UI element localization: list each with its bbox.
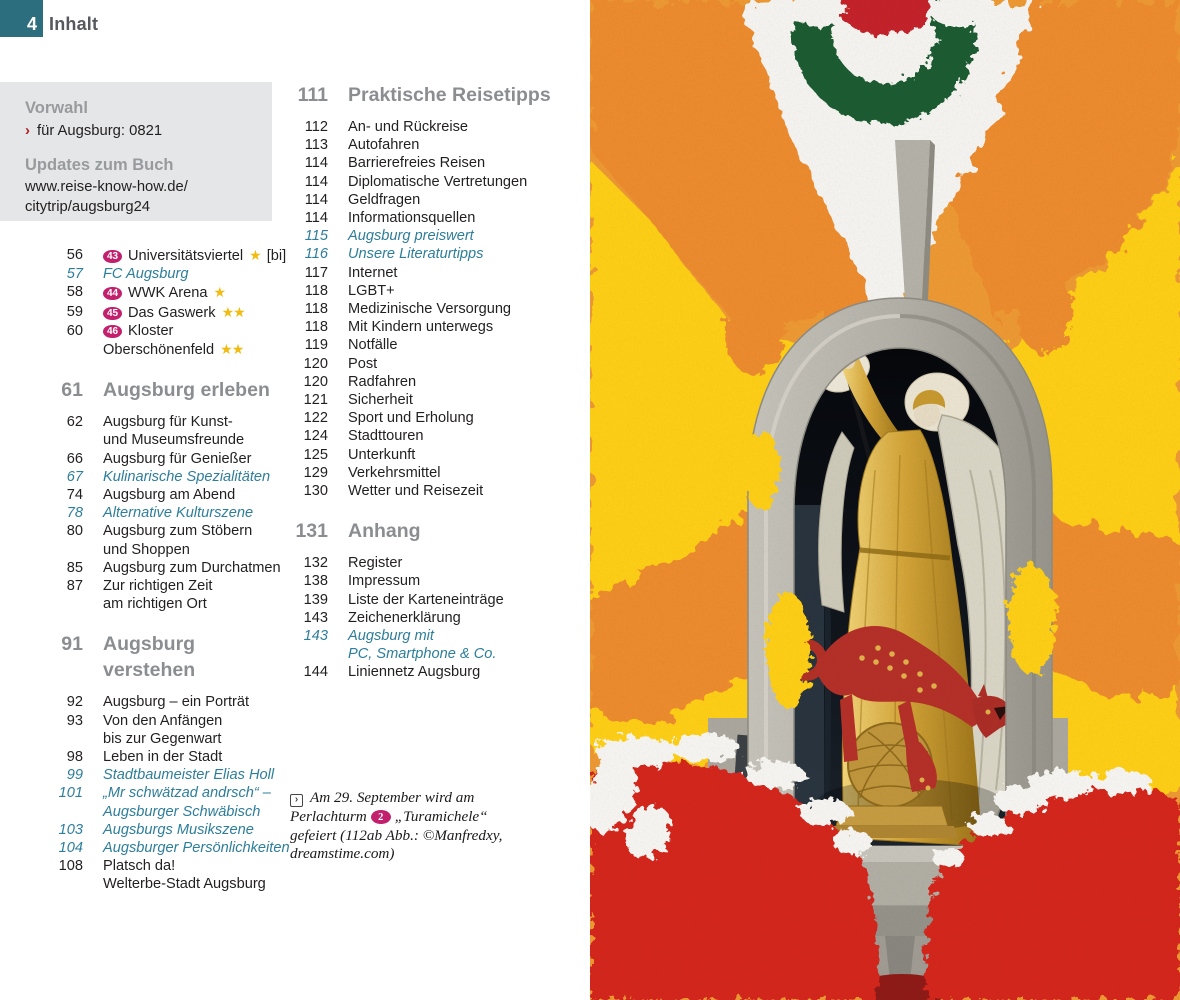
toc-entry (245, 464, 555, 482)
toc-entry-number: 121 (303, 392, 328, 409)
toc-entry-line (348, 282, 395, 300)
toc-entry-text (328, 609, 461, 627)
caption-arrow-icon: › (290, 794, 303, 807)
toc-entry-text (328, 355, 377, 373)
toc-entry-label: Informationsquellen (348, 210, 476, 227)
toc-entry-label: Zeichenerklärung (348, 609, 461, 626)
toc-entry-text (328, 318, 493, 336)
toc-entry-number: 143 (303, 609, 328, 626)
toc-entry-text (328, 264, 398, 282)
toc-entry-label: Unterkunft (348, 446, 416, 463)
toc-entry-label: Unsere Literaturtipps (348, 246, 484, 263)
toc-entry-line (348, 136, 419, 154)
toc-entry (245, 209, 555, 227)
toc-entry-text (83, 450, 251, 468)
toc-entry-line (103, 693, 249, 711)
toc-entry-label: Oberschönenfeld (103, 342, 215, 359)
toc-entry-text (83, 265, 188, 283)
toc-entry (245, 136, 555, 154)
toc-entry-text (328, 245, 483, 263)
toc-entry-number: 130 (303, 483, 328, 500)
toc-entry-label: Radfahren (348, 373, 417, 390)
toc-entry-line (348, 173, 527, 191)
toc-entry (0, 577, 285, 613)
updates-label: Updates zum Buch (25, 156, 174, 174)
toc-entry (245, 227, 555, 245)
caption-line-1: › Am 29. September wird am (290, 789, 540, 808)
toc-entry-label: und Museumsfreunde (103, 432, 245, 449)
page-number-tab (0, 0, 43, 37)
toc-entry-label: Verkehrsmittel (348, 464, 441, 481)
toc-entry-label: Universitätsviertel (128, 248, 244, 264)
toc-entry-text (83, 784, 271, 820)
poi-badge: 46 (103, 325, 122, 338)
toc-entry (245, 591, 555, 609)
toc-entry-line (348, 264, 398, 282)
toc-entry-number: 120 (303, 355, 328, 372)
toc-entry-text (328, 591, 504, 609)
toc-entry-number: 143 (303, 628, 328, 645)
toc-entry (0, 693, 285, 711)
toc-entry (0, 303, 285, 322)
toc-entry-label: Medizinische Versorgung (348, 301, 512, 318)
toc-entry (245, 173, 555, 191)
toc-entry-number: 74 (66, 487, 83, 504)
toc-entry-text (83, 303, 245, 322)
poi-badge: 45 (103, 307, 122, 320)
toc-entry-label: Das Gaswerk (128, 304, 216, 321)
toc-entry-label: Augsburg mit (348, 628, 434, 645)
toc-entry (245, 355, 555, 373)
updates-url-line2: citytrip/augsburg24 (25, 198, 151, 215)
toc-entry-text (328, 300, 511, 318)
toc-entry-text (83, 693, 249, 711)
toc-entry-number: 101 (58, 785, 83, 802)
toc-entry-text (328, 191, 420, 209)
toc-entry (0, 766, 285, 784)
toc-entry-label: Autofahren (348, 137, 420, 154)
toc-entry-label: „Mr schwätzad andrsch“ – (103, 785, 271, 802)
toc-entry-label: Sport und Erholung (348, 410, 474, 427)
toc-entry-number: 78 (66, 505, 83, 522)
toc-entry-number: 87 (66, 578, 83, 595)
turamichele-illustration (590, 0, 1180, 1000)
toc-entry-text (328, 227, 474, 245)
toc-entry-number: 66 (66, 450, 83, 467)
section-number: 111 (297, 84, 328, 106)
toc-entry-label: Wetter und Reisezeit (348, 483, 484, 500)
toc-entry (0, 265, 285, 283)
toc-entry-label: Alternative Kulturszene (103, 505, 254, 522)
toc-entry-line (348, 154, 485, 172)
toc-entry-text (328, 464, 440, 482)
toc-entry-number: 115 (304, 228, 328, 245)
toc-entry (245, 446, 555, 464)
toc-entry-line (348, 591, 504, 609)
toc-entry-label: FC Augsburg (103, 266, 189, 283)
toc-entry-line (348, 336, 397, 354)
toc-entry-text (328, 627, 496, 663)
updates-url-line1: www.reise-know-how.de/ (25, 179, 188, 195)
toc-entry (245, 282, 555, 300)
toc-entry-text (328, 446, 415, 464)
toc-entry-label: Augsburg für Genießer (103, 450, 252, 467)
toc-entry (245, 191, 555, 209)
toc-entry-label: Augsburg – ein Porträt (103, 694, 250, 711)
photo-caption (290, 789, 540, 864)
toc-entry-text (328, 482, 483, 500)
toc-entry-label: Liniennetz Augsburg (348, 664, 481, 681)
toc-entry (0, 857, 285, 893)
section-number: 61 (61, 379, 83, 402)
toc-entry-line (348, 191, 420, 209)
toc-entry-line (103, 450, 251, 468)
toc-entry-number: 114 (304, 210, 328, 227)
toc-entry-line (103, 577, 213, 595)
toc-entry-number: 132 (303, 555, 328, 572)
toc-entry-line (348, 118, 468, 136)
section-number: 131 (295, 520, 328, 543)
toc-entry-number: 124 (303, 428, 328, 445)
toc-entry (245, 245, 555, 263)
toc-entry-line (348, 464, 440, 482)
section-heading (245, 82, 555, 108)
toc-entry (245, 609, 555, 627)
toc-entry (0, 450, 285, 468)
toc-entry (0, 322, 285, 359)
caption-line-3: gefeiert (112ab Abb.: ©Manfredxy, (290, 826, 503, 844)
toc-entry (0, 821, 285, 839)
toc-entry-text (328, 209, 475, 227)
poi-badge: 44 (103, 287, 122, 300)
toc-entry-line (103, 522, 252, 540)
toc-entry-line (348, 209, 475, 227)
toc-entry-number: 103 (58, 821, 83, 838)
toc-entry-label: und Shoppen (103, 541, 190, 558)
toc-entry-text (328, 572, 420, 590)
toc-entry-label: Zur richtigen Zeit (103, 578, 213, 595)
toc-entry (245, 336, 555, 354)
toc-entry-line (348, 554, 402, 572)
toc-entry (245, 554, 555, 572)
toc-entry-number: 67 (66, 468, 83, 485)
toc-entry-number: 139 (303, 591, 328, 608)
toc-entry-number: 114 (304, 173, 328, 190)
toc-entry-number: 99 (66, 767, 83, 784)
toc-entry-number: 113 (304, 137, 328, 154)
caption-line-4: dreamstime.com) (290, 845, 395, 863)
toc-entry-text (83, 857, 266, 893)
toc-entry-line (103, 504, 253, 522)
toc-entry-label: PC, Smartphone & Co. (348, 646, 497, 663)
toc-entry-line (103, 265, 188, 283)
toc-entry-number: 108 (58, 858, 83, 875)
toc-entry-text (83, 413, 244, 449)
toc-entry-line (348, 245, 483, 263)
toc-entry-number: 125 (303, 446, 328, 463)
toc-entry-text (83, 486, 235, 504)
toc-entry-number: 114 (304, 155, 328, 172)
toc-entry (0, 246, 285, 265)
toc-entry-text (328, 391, 413, 409)
toc-entry-label: Internet (348, 264, 398, 281)
toc-entry-number: 119 (304, 337, 328, 354)
section-number: 91 (61, 633, 83, 656)
toc-entry (0, 283, 285, 302)
toc-entry-label: Augsburg preiswert (348, 228, 474, 245)
toc-entry-line (103, 712, 222, 730)
toc-entry-label: am richtigen Ort (103, 596, 207, 613)
toc-entry-label: Notfälle (348, 337, 398, 354)
toc-entry-line (103, 322, 243, 340)
toc-entry (245, 373, 555, 391)
toc-entry-line (103, 821, 254, 839)
toc-entry-text (83, 821, 254, 839)
toc-entry-label: Augsburger Schwäbisch (103, 803, 261, 820)
toc-column-2 (245, 82, 555, 682)
toc-entry (245, 318, 555, 336)
toc-entry-line (103, 766, 274, 784)
toc-entry-number: 122 (303, 410, 328, 427)
toc-entry-number: 118 (304, 282, 328, 299)
toc-entry-line (103, 413, 244, 431)
toc-entry-label: Kulinarische Spezialitäten (103, 468, 271, 485)
toc-entry-text (328, 373, 416, 391)
toc-entry-line (348, 318, 493, 336)
toc-entry-label: Augsburger Persönlichkeiten (103, 840, 290, 857)
section-title: Anhang (348, 520, 421, 543)
toc-entry-label: Leben in der Stadt (103, 749, 223, 766)
toc-entry-number: 114 (304, 191, 328, 208)
star-rating: ★★ (221, 303, 245, 320)
toc-entry-text (328, 282, 395, 300)
toc-entry-line (103, 875, 266, 893)
toc-entry-number: 138 (303, 573, 328, 590)
toc-entry-number: 60 (66, 322, 83, 339)
toc-entry-text (83, 577, 213, 613)
toc-entry-number: 93 (66, 712, 83, 729)
toc-entry-label: Liste der Karteneinträge (348, 591, 504, 608)
toc-entry-label: LGBT+ (348, 282, 395, 299)
toc-entry-label: Stadttouren (348, 428, 424, 445)
caption-line-2: Perlachturm 2 „Turamichele“ (290, 807, 488, 825)
toc-entry-number: 58 (66, 284, 83, 301)
toc-entry-number: 62 (66, 414, 83, 431)
toc-entry-number: 112 (304, 119, 328, 135)
star-rating: ★ (249, 247, 261, 263)
vorwahl-value: › für Augsburg: 0821 (25, 122, 163, 139)
vorwahl-label: Vorwahl (25, 99, 88, 117)
toc-entry-label: Barrierefreies Reisen (348, 155, 486, 172)
info-box (0, 82, 272, 221)
toc-entry-label: Diplomatische Vertretungen (348, 173, 528, 190)
toc-entry-text (328, 336, 397, 354)
toc-entry-line (348, 482, 483, 500)
toc-entry-line (103, 784, 271, 802)
toc-entry (0, 559, 285, 577)
toc-entry-label: Impressum (348, 573, 421, 590)
toc-entry-label: Sicherheit (348, 392, 413, 409)
toc-entry-line (103, 857, 266, 875)
toc-entry-label: Kloster (128, 322, 174, 339)
toc-entry (0, 504, 285, 522)
toc-entry-line (348, 409, 474, 427)
toc-entry (0, 712, 285, 748)
toc-entry (0, 413, 285, 449)
toc-entry-number: 56 (66, 247, 83, 263)
toc-entry-line (103, 303, 245, 322)
toc-entry-text (83, 504, 253, 522)
toc-entry-label: Augsburg zum Stöbern (103, 523, 253, 540)
toc-entry (245, 391, 555, 409)
star-rating: ★ (213, 284, 226, 301)
toc-entry-label: bis zur Gegenwart (103, 730, 222, 747)
toc-entry-text (328, 154, 485, 172)
page-number: 4 (26, 14, 37, 34)
toc-entry-line (103, 595, 213, 613)
toc-entry-number: 129 (303, 464, 328, 481)
toc-entry-line (348, 373, 416, 391)
star-rating: ★★ (220, 341, 244, 358)
toc-entry-line (103, 541, 252, 559)
toc-entry-number: 80 (66, 523, 83, 540)
toc-entry-label: Von den Anfängen (103, 712, 223, 729)
toc-entry-number: 118 (304, 319, 328, 336)
toc-entry-text (328, 136, 419, 154)
toc-entry-number: 116 (304, 246, 328, 263)
toc-entry-text (83, 468, 270, 486)
toc-entry-label: Stadtbaumeister Elias Holl (103, 767, 275, 784)
toc-entry-line (103, 839, 290, 857)
toc-entry-line (348, 609, 461, 627)
toc-entry-text (328, 118, 468, 136)
toc-entry (0, 468, 285, 486)
toc-entry-line (348, 645, 496, 663)
toc-entry (245, 409, 555, 427)
toc-entry-line (103, 748, 222, 766)
section-heading (245, 518, 555, 544)
toc-entry (245, 154, 555, 172)
chevron-icon: › (25, 122, 30, 139)
toc-entry (245, 264, 555, 282)
page-title: Inhalt (49, 14, 99, 34)
toc-entry-text (83, 283, 225, 302)
toc-entry (245, 300, 555, 318)
section-title: Praktische Reisetipps (348, 84, 551, 106)
entry-suffix: [bi] (266, 248, 287, 264)
photo-turamichele (590, 0, 1180, 1000)
toc-entry-number: 144 (303, 664, 328, 681)
section-heading (0, 631, 285, 683)
toc-entry-line (348, 427, 423, 445)
toc-entry-text (83, 839, 290, 857)
toc-entry-number: 57 (66, 266, 83, 283)
toc-entry-text (83, 322, 243, 359)
toc-entry-label: Welterbe-Stadt Augsburg (103, 876, 266, 893)
section-title: Augsburg verstehen (103, 633, 196, 682)
toc-entry-line (348, 300, 511, 318)
toc-entry-line (348, 446, 415, 464)
toc-entry (245, 627, 555, 663)
toc-entry-line (348, 572, 420, 590)
toc-entry-label: Augsburgs Musikszene (103, 821, 254, 838)
toc-entry-text (328, 663, 480, 681)
toc-entry-line (348, 391, 413, 409)
toc-entry (245, 427, 555, 445)
section-heading (0, 377, 285, 403)
toc-entry-label: An- und Rückreise (348, 119, 469, 135)
poi-badge: 43 (103, 250, 122, 263)
toc-entry (245, 118, 555, 136)
map-badge-2: 2 (371, 810, 391, 824)
toc-entry-line (348, 227, 474, 245)
toc-entry (245, 482, 555, 500)
toc-entry-number: 120 (303, 373, 328, 390)
toc-entry-text (83, 712, 222, 748)
toc-entry-text (328, 427, 423, 445)
toc-entry-text (328, 554, 402, 572)
toc-entry-number: 92 (66, 694, 83, 711)
toc-entry (0, 522, 285, 558)
toc-entry (0, 486, 285, 504)
section-title: Augsburg erleben (103, 379, 270, 402)
toc-entry-line (348, 663, 480, 681)
toc-entry-text (83, 766, 274, 784)
toc-entry-number: 118 (304, 301, 328, 318)
toc-entry (245, 572, 555, 590)
toc-entry-number: 104 (58, 840, 83, 857)
toc-entry-label: WWK Arena (128, 285, 208, 302)
toc-entry-line (103, 283, 225, 302)
toc-entry-label: Mit Kindern unterwegs (348, 319, 494, 336)
toc-entry-line (103, 340, 243, 359)
toc-entry (0, 839, 290, 857)
toc-column-1 (0, 246, 290, 894)
toc-entry-text (328, 409, 474, 427)
toc-entry-number: 59 (66, 303, 83, 320)
toc-entry-number: 98 (66, 749, 83, 766)
toc-entry-text (328, 173, 527, 191)
toc-entry-line (348, 355, 377, 373)
toc-entry-label: Geldfragen (348, 191, 421, 208)
toc-entry (0, 784, 285, 820)
toc-entry-label: Augsburg zum Durchatmen (103, 559, 281, 576)
toc-entry-number: 117 (304, 264, 328, 281)
toc-entry-label: Platsch da! (103, 858, 176, 875)
toc-entry-line (103, 803, 271, 821)
toc-entry-text (83, 748, 222, 766)
toc-entry (0, 748, 285, 766)
toc-entry-label: Augsburg für Kunst- (103, 414, 233, 431)
toc-entry-line (103, 431, 244, 449)
toc-entry-label: Post (348, 355, 378, 372)
toc-entry-line (348, 627, 496, 645)
toc-entry-number: 85 (66, 559, 83, 576)
toc-entry-label: Augsburg am Abend (103, 487, 236, 504)
toc-entry-line (103, 730, 222, 748)
toc-entry-label: Register (348, 555, 403, 572)
toc-entry-line (103, 486, 235, 504)
toc-entry (245, 663, 555, 681)
toc-entry-text (83, 522, 252, 558)
